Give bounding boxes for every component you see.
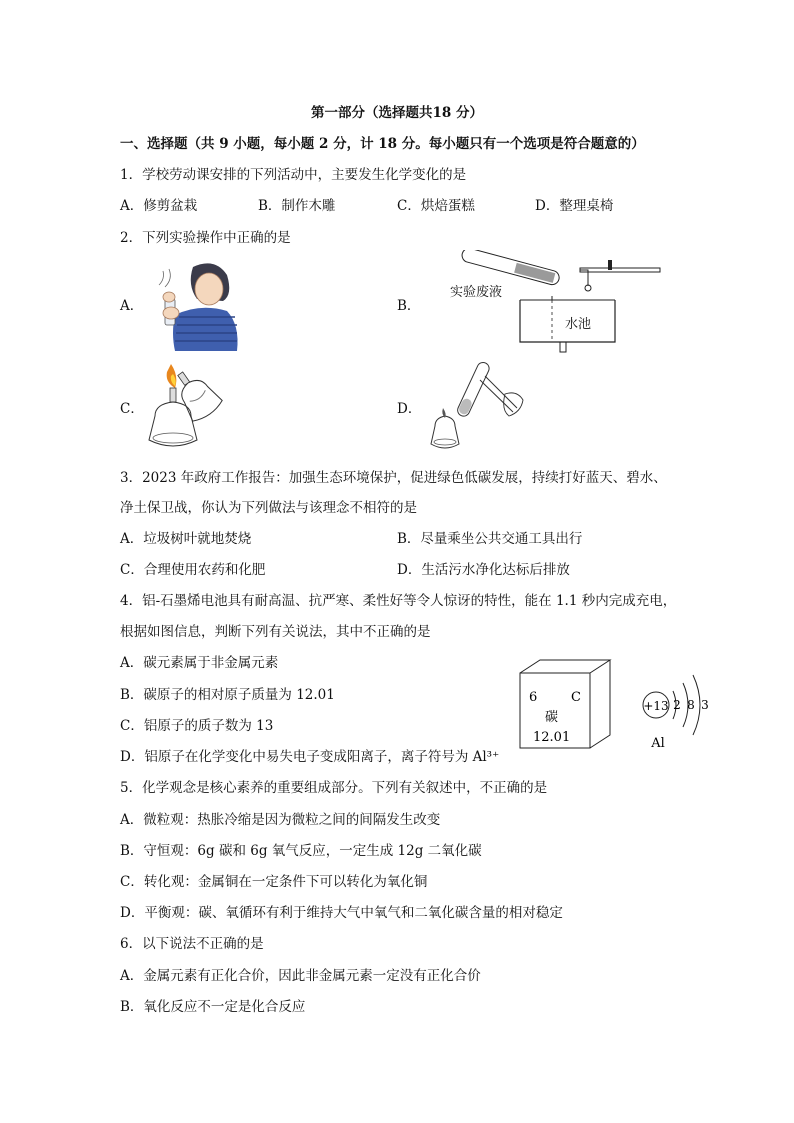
- aluminum-atom-diagram: [643, 675, 709, 751]
- q5-option-a: A．微粒观：热胀冷缩是因为微粒之间的间隔发生改变: [120, 812, 441, 828]
- element-atomic-number: 6: [529, 690, 538, 705]
- q6-stem: 6．以下说法不正确的是: [120, 936, 264, 952]
- figure-element-info: [515, 655, 715, 755]
- figure-b-label-sink: 水池: [565, 317, 592, 332]
- q2-label-d: D．: [397, 401, 422, 417]
- figure-d-heating-test-tube: [425, 360, 525, 457]
- q5-option-b: B．守恒观：6g 碳和 6g 氧气反应，一定生成 12g 二氧化碳: [120, 843, 482, 859]
- shell-1-electrons: 2: [673, 698, 681, 712]
- q3-option-c: C．合理使用农药和化肥: [120, 562, 266, 578]
- q5-option-d: D．平衡观：碳、氧循环有利于维持大气中氧气和二氧化碳含量的相对稳定: [120, 905, 563, 921]
- q1-option-b: B．制作木雕: [258, 198, 336, 214]
- figure-b-label-waste: 实验废液: [450, 285, 503, 300]
- figure-a-smelling-illustration: [145, 255, 245, 355]
- element-mass: 12.01: [533, 730, 571, 745]
- shell-3-electrons: 3: [701, 698, 709, 712]
- q1-option-a: A．修剪盆栽: [120, 198, 198, 214]
- figure-c-alcohol-lamp: [135, 360, 225, 455]
- q4-option-b: B．碳原子的相对原子质量为 12.01: [120, 687, 335, 703]
- q5-option-c: C．转化观：金属铜在一定条件下可以转化为氧化铜: [120, 874, 428, 890]
- q2-label-c: C．: [120, 401, 144, 417]
- q3-option-a: A．垃圾树叶就地焚烧: [120, 531, 252, 547]
- q5-stem: 5．化学观念是核心素养的重要组成部分。下列有关叙述中，不正确的是: [120, 780, 548, 796]
- q4-stem-line1: 4．铝-石墨烯电池具有耐高温、抗严寒、柔性好等令人惊讶的特性，能在 1.1 秒内完成充电，: [120, 593, 677, 609]
- q6-option-b: B．氧化反应不一定是化合反应: [120, 999, 306, 1015]
- section-title: 第一部分（选择题共18 分）: [311, 105, 483, 121]
- q3-option-b: B．尽量乘坐公共交通工具出行: [397, 531, 583, 547]
- q4-option-c: C．铝原子的质子数为 13: [120, 718, 274, 734]
- atom-symbol: Al: [651, 736, 665, 751]
- figure-b-waste-disposal: [440, 250, 665, 355]
- shell-2-electrons: 8: [687, 698, 695, 712]
- q4-stem-line2: 根据如图信息，判断下列有关说法，其中不正确的是: [120, 624, 431, 640]
- q3-stem-line1: 3．2023 年政府工作报告：加强生态环境保护，促进绿色低碳发展，持续打好蓝天、碧水、: [120, 470, 667, 486]
- q4-option-d: D．铝原子在化学变化中易失电子变成阳离子，离子符号为 Al³⁺: [120, 749, 500, 765]
- q1-stem: 1．学校劳动课安排的下列活动中，主要发生化学变化的是: [120, 167, 467, 183]
- q2-label-a: A．: [120, 298, 144, 314]
- nucleus-charge: +13: [643, 699, 669, 713]
- q6-option-a: A．金属元素有正化合价，因此非金属元素一定没有正化合价: [120, 968, 481, 984]
- q2-label-b: B．: [397, 298, 421, 314]
- q1-option-c: C．烘焙蛋糕: [397, 198, 475, 214]
- part-heading: 一、选择题（共 9 小题，每小题 2 分，计 18 分。每小题只有一个选项是符合题意的）: [120, 136, 645, 152]
- q1-option-d: D．整理桌椅: [535, 198, 614, 214]
- q2-stem: 2．下列实验操作中正确的是: [120, 230, 291, 246]
- q3-option-d: D．生活污水净化达标后排放: [397, 562, 570, 578]
- element-name: 碳: [545, 710, 559, 725]
- q3-stem-line2: 净土保卫战，你认为下列做法与该理念不相符的是: [120, 500, 417, 516]
- q4-option-a: A．碳元素属于非金属元素: [120, 655, 279, 671]
- element-symbol: C: [571, 690, 581, 705]
- carbon-element-cell: [520, 660, 610, 748]
